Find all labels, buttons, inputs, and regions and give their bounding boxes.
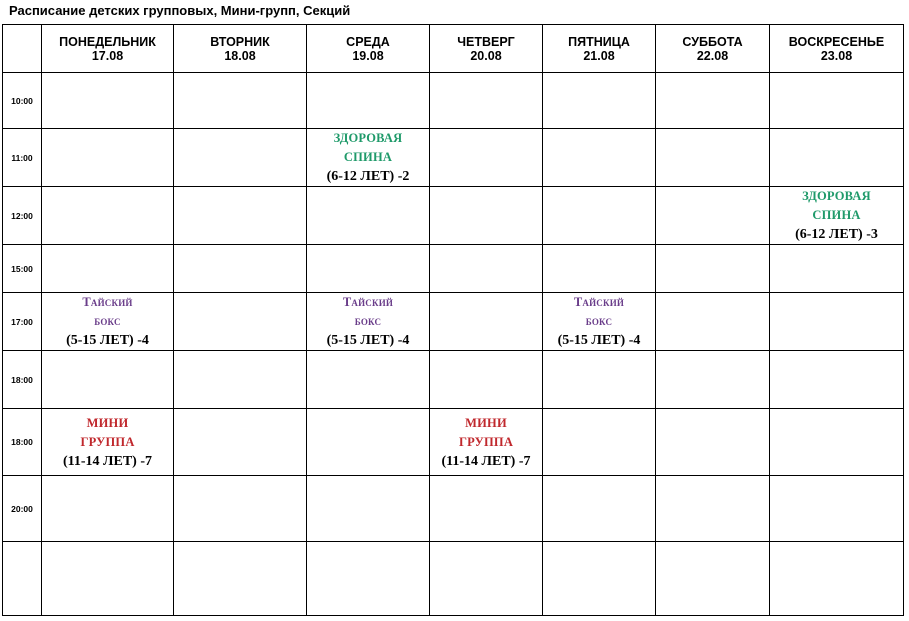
day-date: 18.08 [224, 48, 256, 63]
schedule-cell [430, 129, 543, 187]
schedule-cell [307, 129, 430, 187]
schedule-cell [656, 542, 770, 616]
day-header-saturday [656, 25, 770, 73]
schedule-cell [543, 187, 656, 245]
day-name: ВОСКРЕСЕНЬЕ [788, 34, 885, 49]
time-label: 18:00 [3, 351, 42, 409]
day-header-thursday [430, 25, 543, 73]
event-title: бокс [585, 314, 613, 328]
day-name: СРЕДА [346, 34, 390, 49]
schedule-cell [307, 187, 430, 245]
schedule-cell [430, 245, 543, 293]
time-label [3, 542, 42, 616]
day-date: 21.08 [583, 48, 615, 63]
time-row [3, 476, 904, 542]
event-age: (6-12 ЛЕТ) -2 [326, 169, 410, 184]
schedule-cell [430, 476, 543, 542]
event-title: МИНИ [86, 415, 129, 430]
schedule-cell [307, 542, 430, 616]
day-name: СУББОТА [682, 34, 743, 49]
schedule-cell [770, 73, 904, 129]
time-label: 15:00 [3, 245, 42, 293]
schedule-cell [656, 293, 770, 351]
event-title: бокс [94, 314, 121, 328]
schedule-cell [174, 129, 307, 187]
schedule-cell [656, 245, 770, 293]
schedule-cell [430, 351, 543, 409]
schedule-cell [770, 409, 904, 476]
schedule-cell [307, 73, 430, 129]
schedule-cell [430, 542, 543, 616]
schedule-cell [430, 187, 543, 245]
schedule-cell [42, 245, 174, 293]
day-header-tuesday [174, 25, 307, 73]
event-title: Тайский [342, 295, 394, 309]
day-date: 23.08 [820, 48, 853, 63]
schedule-cell [656, 409, 770, 476]
event-healthy-back [770, 187, 903, 244]
schedule-cell [770, 187, 904, 245]
schedule-cell [42, 542, 174, 616]
schedule-cell [543, 351, 656, 409]
schedule-cell [543, 129, 656, 187]
day-date: 17.08 [91, 48, 124, 63]
time-label: 18:00 [3, 409, 42, 476]
schedule-cell [174, 476, 307, 542]
time-row [3, 187, 904, 245]
schedule-cell [307, 293, 430, 351]
day-name: ПОНЕДЕЛЬНИК [59, 34, 156, 49]
schedule-cell [543, 409, 656, 476]
schedule-cell [174, 293, 307, 351]
event-mini-group [430, 414, 542, 471]
schedule-cell [770, 129, 904, 187]
time-row [3, 409, 904, 476]
event-healthy-back [307, 129, 429, 186]
schedule-cell [770, 351, 904, 409]
time-label: 11:00 [3, 129, 42, 187]
schedule-cell [174, 409, 307, 476]
day-date: 20.08 [470, 48, 502, 63]
event-age: (11-14 ЛЕТ) -7 [441, 453, 531, 469]
time-row [3, 351, 904, 409]
schedule-cell [656, 73, 770, 129]
schedule-table [2, 24, 904, 616]
schedule-cell [656, 129, 770, 187]
event-thai-boxing [543, 293, 655, 350]
event-title: бокс [354, 314, 382, 328]
schedule-cell [430, 73, 543, 129]
schedule-cell [430, 293, 543, 351]
time-row [3, 73, 904, 129]
schedule-cell [770, 245, 904, 293]
schedule-cell [42, 293, 174, 351]
time-row [3, 542, 904, 616]
schedule-cell [543, 73, 656, 129]
schedule-cell [42, 351, 174, 409]
day-date: 19.08 [352, 48, 384, 63]
schedule-cell [430, 409, 543, 476]
schedule-cell [307, 409, 430, 476]
day-name: ПЯТНИЦА [568, 34, 630, 49]
schedule-cell [42, 73, 174, 129]
day-date: 22.08 [696, 48, 729, 63]
schedule-cell [543, 293, 656, 351]
day-header-wednesday [307, 25, 430, 73]
day-header-monday [42, 25, 174, 73]
schedule-cell [42, 409, 174, 476]
schedule-cell [174, 245, 307, 293]
time-label: 10:00 [3, 73, 42, 129]
schedule-cell [656, 187, 770, 245]
schedule-cell [174, 542, 307, 616]
event-age: (5-15 ЛЕТ) -4 [557, 333, 641, 348]
event-title: ЗДОРОВАЯ [333, 131, 403, 145]
schedule-cell [656, 476, 770, 542]
day-header-friday [543, 25, 656, 73]
header-row [3, 25, 904, 73]
day-name: ВТОРНИК [210, 34, 270, 49]
event-thai-boxing [307, 293, 429, 350]
schedule-cell [307, 245, 430, 293]
event-age: (6-12 ЛЕТ) -3 [795, 227, 878, 242]
page-title: Расписание детских групповых, Мини-групп, Секций [9, 3, 351, 18]
schedule-cell [42, 476, 174, 542]
schedule-cell [543, 245, 656, 293]
time-row [3, 129, 904, 187]
schedule-cell [174, 351, 307, 409]
schedule-cell [174, 187, 307, 245]
time-row [3, 293, 904, 351]
event-title: Тайский [573, 295, 625, 309]
event-title: ГРУППА [80, 434, 135, 449]
corner-cell [3, 25, 42, 73]
event-title: МИНИ [465, 415, 507, 430]
schedule-cell [307, 476, 430, 542]
event-age: (5-15 ЛЕТ) -4 [66, 333, 149, 348]
schedule-cell [543, 476, 656, 542]
time-row [3, 245, 904, 293]
schedule-cell [770, 476, 904, 542]
event-title: СПИНА [343, 150, 393, 164]
time-label: 20:00 [3, 476, 42, 542]
time-label: 17:00 [3, 293, 42, 351]
schedule-cell [770, 293, 904, 351]
event-thai-boxing [42, 293, 173, 350]
event-title: Тайский [82, 295, 133, 309]
time-label: 12:00 [3, 187, 42, 245]
schedule-cell [174, 73, 307, 129]
schedule-cell [656, 351, 770, 409]
event-title: ГРУППА [458, 434, 514, 449]
day-header-sunday [770, 25, 904, 73]
schedule-cell [42, 187, 174, 245]
event-title: ЗДОРОВАЯ [802, 189, 871, 203]
event-mini-group [42, 414, 173, 471]
schedule-cell [307, 351, 430, 409]
day-name: ЧЕТВЕРГ [457, 34, 515, 49]
schedule-cell [770, 542, 904, 616]
event-title: СПИНА [812, 208, 861, 222]
event-age: (11-14 ЛЕТ) -7 [63, 453, 152, 469]
event-age: (5-15 ЛЕТ) -4 [326, 333, 410, 348]
schedule-cell [543, 542, 656, 616]
schedule-cell [42, 129, 174, 187]
